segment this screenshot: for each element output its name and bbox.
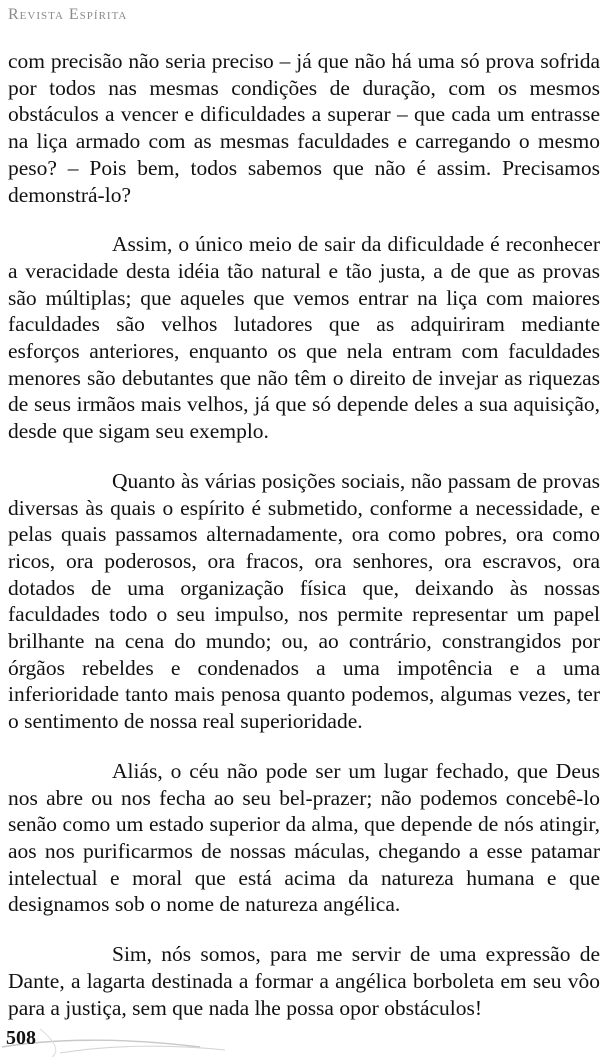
paragraph-4: Aliás, o céu não pode ser um lugar fechado, que Deus nos abre ou nos fecha ao seu bel-prazer; não podemos concebê-lo senão como um estado superior da alma, que depende de nós atingir, aos nos purificarmos de nossas máculas, chegando a esse patamar intelectual e moral que está acima da natureza humana e que designamos sob o nome de natureza angélica. (8, 758, 600, 917)
running-header: Revista Espírita (8, 6, 128, 23)
paragraph-3: Quanto às várias posições sociais, não passam de provas diversas às quais o espírito é submetido, conforme a necessidade, e pelas quais passamos alternadamente, ora como pobres, ora como ricos, ora poderosos, ora fracos, ora senhores, ora escravos, ora dotados de uma organização física que, deixando às nossas faculdades todo o seu impulso, nos permite representar um papel brilhante na cena do mundo; ou, ao contrário, constrangidos por órgãos rebeldes e condenados a uma impotência e a uma inferioridade tanto mais penosa quanto podemos, algumas vezes, ter o sentimento de nossa real superioridade. (8, 468, 600, 734)
body-text (8, 48, 600, 1021)
paragraph-5: Sim, nós somos, para me servir de uma expressão de Dante, a lagarta destinada a formar a angélica borboleta em seu vôo para a justiça, sem que nada lhe possa opor obstáculos! (8, 942, 600, 1020)
paragraph-1: com precisão não seria preciso – já que não há uma só prova sofrida por todos nas mesmas condições de duração, com os mesmos obstáculos a vencer e dificuldades a superar – que cada um entrasse na liça armado com as mesmas faculdades e carregando o mesmo peso? – Pois bem, todos sabemos que não é assim. Precisamos demonstrá-lo? (8, 49, 600, 207)
page-number: 508 (6, 1027, 36, 1049)
paragraph-2: Assim, o único meio de sair da dificuldade é reconhecer a veracidade desta idéia tão natural e tão justa, a de que as provas são múltiplas; que aqueles que vemos entrar na liça com maiores faculdades são velhos lutadores que as adquiriram mediante esforços anteriores, enquanto os que nela entram com faculdades menores são debutantes que não têm o direito de invejar as riquezas de seus irmãos mais velhos, já que só depende deles a sua aquisição, desde que sigam seu exemplo. (8, 232, 600, 444)
page-footer (0, 1017, 607, 1057)
